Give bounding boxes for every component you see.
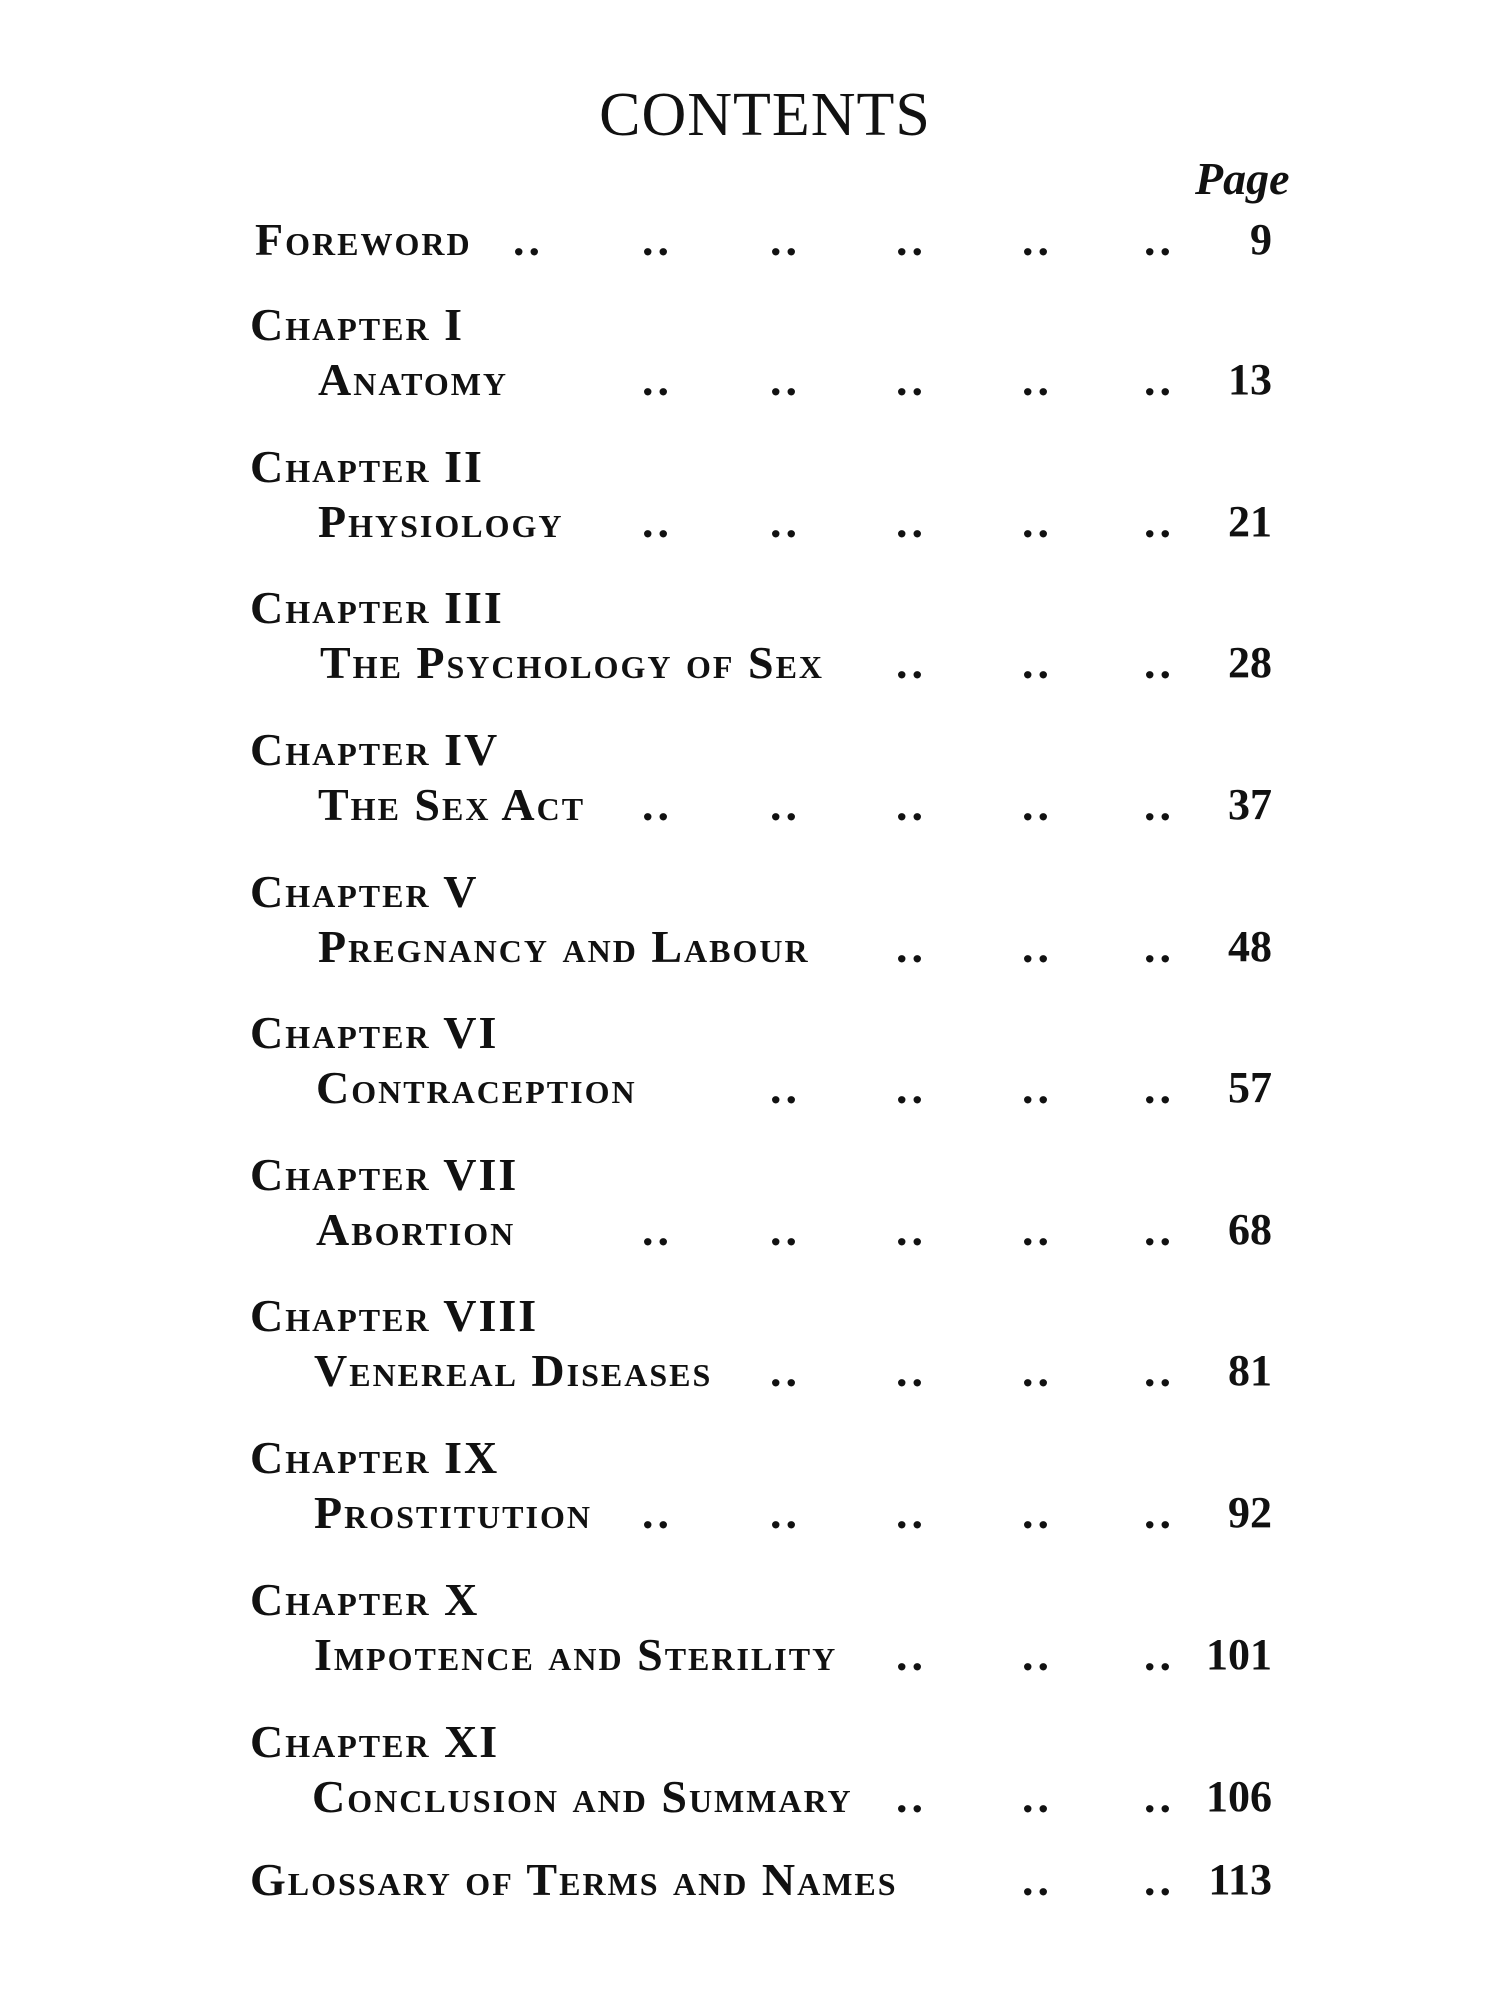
toc-entry-title: Venereal Diseases [314, 1345, 713, 1396]
dot-leader: .. [896, 921, 927, 972]
dot-leader: .. [896, 779, 927, 830]
dot-leader: .. [770, 779, 801, 830]
dot-leader: .. [770, 1204, 801, 1255]
dot-leader: .. [770, 1345, 801, 1396]
toc-entry-title: Contraception [316, 1062, 637, 1113]
toc-line [0, 1767, 1500, 1827]
dot-leader: .. [1144, 214, 1175, 265]
dot-leader: .. [1022, 1487, 1053, 1538]
toc-chapter-label: Chapter X [250, 1574, 480, 1625]
toc-line [0, 492, 1500, 552]
page-column-heading: Page [1195, 153, 1290, 204]
toc-entry-title: The Sex Act [318, 779, 586, 830]
dot-leader: .. [1022, 1345, 1053, 1396]
dot-leader: .. [896, 1062, 927, 1113]
dot-leader: .. [1022, 354, 1053, 405]
dot-leader: .. [642, 214, 673, 265]
dot-leader: .. [1144, 1629, 1175, 1680]
dot-leader: .. [1022, 1771, 1053, 1822]
toc-chapter-label: Chapter II [250, 441, 484, 492]
toc-line [0, 1341, 1500, 1401]
toc-line [0, 350, 1500, 410]
toc-line [0, 1058, 1500, 1118]
dot-leader: .. [1022, 1629, 1053, 1680]
page-title: CONTENTS [599, 81, 931, 149]
toc-chapter-label: Chapter III [250, 582, 504, 633]
dot-leader: .. [1144, 496, 1175, 547]
dot-leader: .. [770, 496, 801, 547]
toc-chapter-label: Chapter I [250, 299, 464, 350]
toc-page-number: 81 [1228, 1346, 1272, 1395]
toc-line [0, 775, 1500, 835]
dot-leader: .. [1144, 1487, 1175, 1538]
dot-leader: .. [896, 1204, 927, 1255]
toc-entry-title: Pregnancy and Labour [318, 921, 810, 972]
toc-line [0, 1483, 1500, 1543]
toc-page-number: 57 [1228, 1063, 1272, 1112]
dot-leader: .. [896, 1629, 927, 1680]
dot-leader: .. [770, 1062, 801, 1113]
toc-page-number: 13 [1228, 355, 1272, 404]
toc-entry-title: Foreword [255, 214, 472, 265]
dot-leader: .. [896, 214, 927, 265]
toc-page-number: 101 [1206, 1630, 1272, 1679]
dot-leader: .. [1144, 1771, 1175, 1822]
dot-leader: .. [1022, 214, 1053, 265]
toc-entry-title: The Psychology of Sex [320, 637, 825, 688]
toc-line [0, 917, 1500, 977]
toc-chapter-label: Chapter VIII [250, 1290, 539, 1341]
toc-chapter-label: Chapter V [250, 866, 479, 917]
toc-entry-title: Physiology [318, 496, 564, 547]
toc-line [0, 633, 1500, 693]
toc-line [0, 1625, 1500, 1685]
dot-leader: .. [896, 637, 927, 688]
dot-leader: .. [1022, 1062, 1053, 1113]
dot-leader: .. [770, 1487, 801, 1538]
toc-page-number: 68 [1228, 1205, 1272, 1254]
dot-leader: .. [1144, 637, 1175, 688]
toc-page-number: 28 [1228, 638, 1272, 687]
dot-leader: .. [896, 1771, 927, 1822]
dot-leader: .. [642, 1487, 673, 1538]
dot-leader: .. [1022, 496, 1053, 547]
toc-page-number: 92 [1228, 1488, 1272, 1537]
toc-line [0, 210, 1500, 270]
dot-leader: .. [1022, 1854, 1053, 1905]
dot-leader: .. [770, 214, 801, 265]
toc-page-number: 37 [1228, 780, 1272, 829]
toc-entry-title: Glossary of Terms and Names [250, 1854, 898, 1905]
toc-page-number: 106 [1206, 1772, 1272, 1821]
dot-leader: .. [1144, 1854, 1175, 1905]
dot-leader: .. [1144, 921, 1175, 972]
dot-leader: .. [1022, 921, 1053, 972]
dot-leader: .. [1144, 354, 1175, 405]
dot-leader: .. [1144, 1204, 1175, 1255]
dot-leader: .. [642, 496, 673, 547]
toc-page-number: 113 [1208, 1855, 1272, 1904]
dot-leader: .. [896, 354, 927, 405]
dot-leader: .. [896, 496, 927, 547]
dot-leader: .. [1144, 1345, 1175, 1396]
dot-leader: .. [1022, 779, 1053, 830]
dot-leader: .. [1022, 1204, 1053, 1255]
dot-leader: .. [1144, 1062, 1175, 1113]
toc-chapter-label: Chapter VII [250, 1149, 519, 1200]
toc-entry-title: Abortion [316, 1204, 516, 1255]
toc-page-number: 9 [1250, 215, 1272, 264]
toc-entry-title: Impotence and Sterility [314, 1629, 838, 1680]
dot-leader: .. [513, 214, 544, 265]
dot-leader: .. [896, 1487, 927, 1538]
dot-leader: .. [642, 779, 673, 830]
toc-line [0, 1850, 1500, 1910]
toc-page-number: 48 [1228, 922, 1272, 971]
dot-leader: .. [642, 1204, 673, 1255]
toc-chapter-label: Chapter IV [250, 724, 500, 775]
toc-line [0, 1200, 1500, 1260]
dot-leader: .. [896, 1345, 927, 1396]
dot-leader: .. [1144, 779, 1175, 830]
toc-entry-title: Conclusion and Summary [312, 1771, 853, 1822]
toc-chapter-label: Chapter IX [250, 1432, 500, 1483]
dot-leader: .. [1022, 637, 1053, 688]
toc-chapter-label: Chapter XI [250, 1716, 500, 1767]
toc-entry-title: Anatomy [318, 354, 509, 405]
toc-entry-title: Prostitution [314, 1487, 592, 1538]
toc-page-number: 21 [1228, 497, 1272, 546]
toc-chapter-label: Chapter VI [250, 1007, 499, 1058]
dot-leader: .. [770, 354, 801, 405]
dot-leader: .. [642, 354, 673, 405]
